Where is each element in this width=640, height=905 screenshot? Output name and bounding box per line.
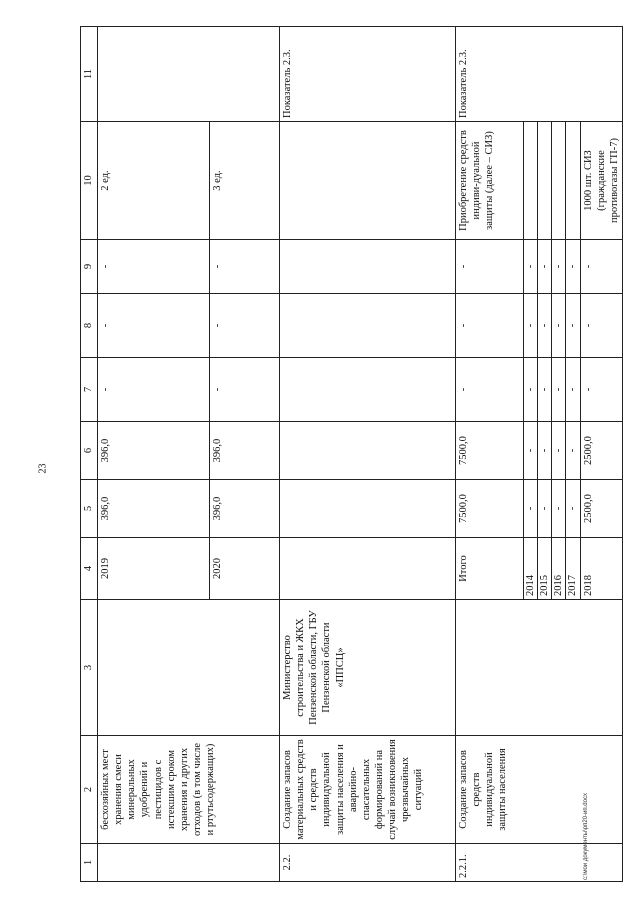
col-header-4: 4 <box>81 538 98 600</box>
year-cell: 2017 <box>566 538 580 600</box>
col8-cell: - <box>456 294 524 358</box>
col9-cell <box>280 240 456 294</box>
col7-cell: - <box>98 358 210 422</box>
col-header-7: 7 <box>81 358 98 422</box>
col-header-2: 2 <box>81 736 98 844</box>
col9-cell: - <box>524 240 538 294</box>
row-number: 2.2.1. <box>456 844 623 882</box>
indicator-value-cell: 1000 шт. СИЗ (гражданские противогазы ГП-7) <box>580 122 622 240</box>
year-cell: 2018 <box>580 538 622 600</box>
page-number: 23 <box>37 463 49 474</box>
col9-cell: - <box>538 240 552 294</box>
col7-cell: - <box>580 358 622 422</box>
program-measures-table <box>80 26 623 882</box>
year-cell: 2015 <box>538 538 552 600</box>
executor <box>456 600 623 736</box>
indicator-value-cell <box>524 122 538 240</box>
col8-cell <box>280 294 456 358</box>
col9-cell: - <box>456 240 524 294</box>
file-path-footer: c:\мои документы\рп20-ип.docx <box>583 793 589 880</box>
total-cell: 396,0 <box>98 480 210 538</box>
col-header-6: 6 <box>81 422 98 480</box>
indicator-ref <box>98 27 280 122</box>
regional-budget-cell: - <box>538 422 552 480</box>
total-cell: 396,0 <box>210 480 280 538</box>
col7-cell <box>280 358 456 422</box>
indicator-value-cell <box>280 122 456 240</box>
measure-name: Создание запасов средств индивидуальной защиты населения <box>456 736 623 844</box>
indicator-ref: Показатель 2.3. <box>280 27 456 122</box>
executor <box>98 600 280 736</box>
col7-cell: - <box>566 358 580 422</box>
col-header-3: 3 <box>81 600 98 736</box>
rotated-table-container <box>80 27 620 882</box>
indicator-value-cell: Приобретение средств индиви-дуальной защиты (далее – СИЗ) <box>456 122 524 240</box>
indicator-value-cell: 3 ед. <box>210 122 280 240</box>
measure-name: бесхозяйных мест хранения смеси минеральных удобрений и пестицидов с истекшим сроком хранения и других отходов (в том числе и ртутьсодержащих) <box>98 736 280 844</box>
col9-cell: - <box>210 240 280 294</box>
col-header-11: 11 <box>81 27 98 122</box>
header-row <box>81 27 98 882</box>
regional-budget-cell <box>280 422 456 480</box>
col7-cell: - <box>524 358 538 422</box>
indicator-value-cell <box>538 122 552 240</box>
col8-cell: - <box>538 294 552 358</box>
year-cell: 2020 <box>210 538 280 600</box>
regional-budget-cell: 396,0 <box>98 422 210 480</box>
year-cell <box>280 538 456 600</box>
table-row <box>98 27 210 882</box>
total-cell: - <box>538 480 552 538</box>
regional-budget-cell: 7500,0 <box>456 422 524 480</box>
col7-cell: - <box>538 358 552 422</box>
table-row <box>456 27 524 882</box>
regional-budget-cell: 396,0 <box>210 422 280 480</box>
col-header-8: 8 <box>81 294 98 358</box>
measure-name: Создание запасов материальных средств и средств индивидуальной защиты населения и аварийно-спасательных формирований на случай возникновения чрезвычайных ситуаций <box>280 736 456 844</box>
col7-cell: - <box>210 358 280 422</box>
col-header-5: 5 <box>81 480 98 538</box>
year-cell: 2014 <box>524 538 538 600</box>
col9-cell: - <box>580 240 622 294</box>
year-cell: 2016 <box>552 538 566 600</box>
col8-cell: - <box>566 294 580 358</box>
col7-cell: - <box>552 358 566 422</box>
total-cell: - <box>566 480 580 538</box>
col8-cell: - <box>524 294 538 358</box>
year-cell: 2019 <box>98 538 210 600</box>
row-number <box>98 844 280 882</box>
row-number: 2.2. <box>280 844 456 882</box>
indicator-value-cell <box>566 122 580 240</box>
col9-cell: - <box>566 240 580 294</box>
col9-cell: - <box>98 240 210 294</box>
col8-cell: - <box>98 294 210 358</box>
col8-cell: - <box>580 294 622 358</box>
regional-budget-cell: - <box>524 422 538 480</box>
indicator-ref: Показатель 2.3. <box>456 27 623 122</box>
col-header-9: 9 <box>81 240 98 294</box>
indicator-value-cell: 2 ед. <box>98 122 210 240</box>
executor: Министерство строительства и ЖКХ Пензенской области, ГБУ Пензенской области «ППСЦ» <box>280 600 456 736</box>
total-cell: - <box>524 480 538 538</box>
total-cell: - <box>552 480 566 538</box>
regional-budget-cell: 2500,0 <box>580 422 622 480</box>
total-cell: 7500,0 <box>456 480 524 538</box>
table-row <box>280 27 456 882</box>
col-header-1: 1 <box>81 844 98 882</box>
col8-cell: - <box>552 294 566 358</box>
total-cell <box>280 480 456 538</box>
col7-cell: - <box>456 358 524 422</box>
col9-cell: - <box>552 240 566 294</box>
regional-budget-cell: - <box>566 422 580 480</box>
indicator-value-cell <box>552 122 566 240</box>
regional-budget-cell: - <box>552 422 566 480</box>
col8-cell: - <box>210 294 280 358</box>
year-cell: Итого <box>456 538 524 600</box>
total-cell: 2500,0 <box>580 480 622 538</box>
col-header-10: 10 <box>81 122 98 240</box>
